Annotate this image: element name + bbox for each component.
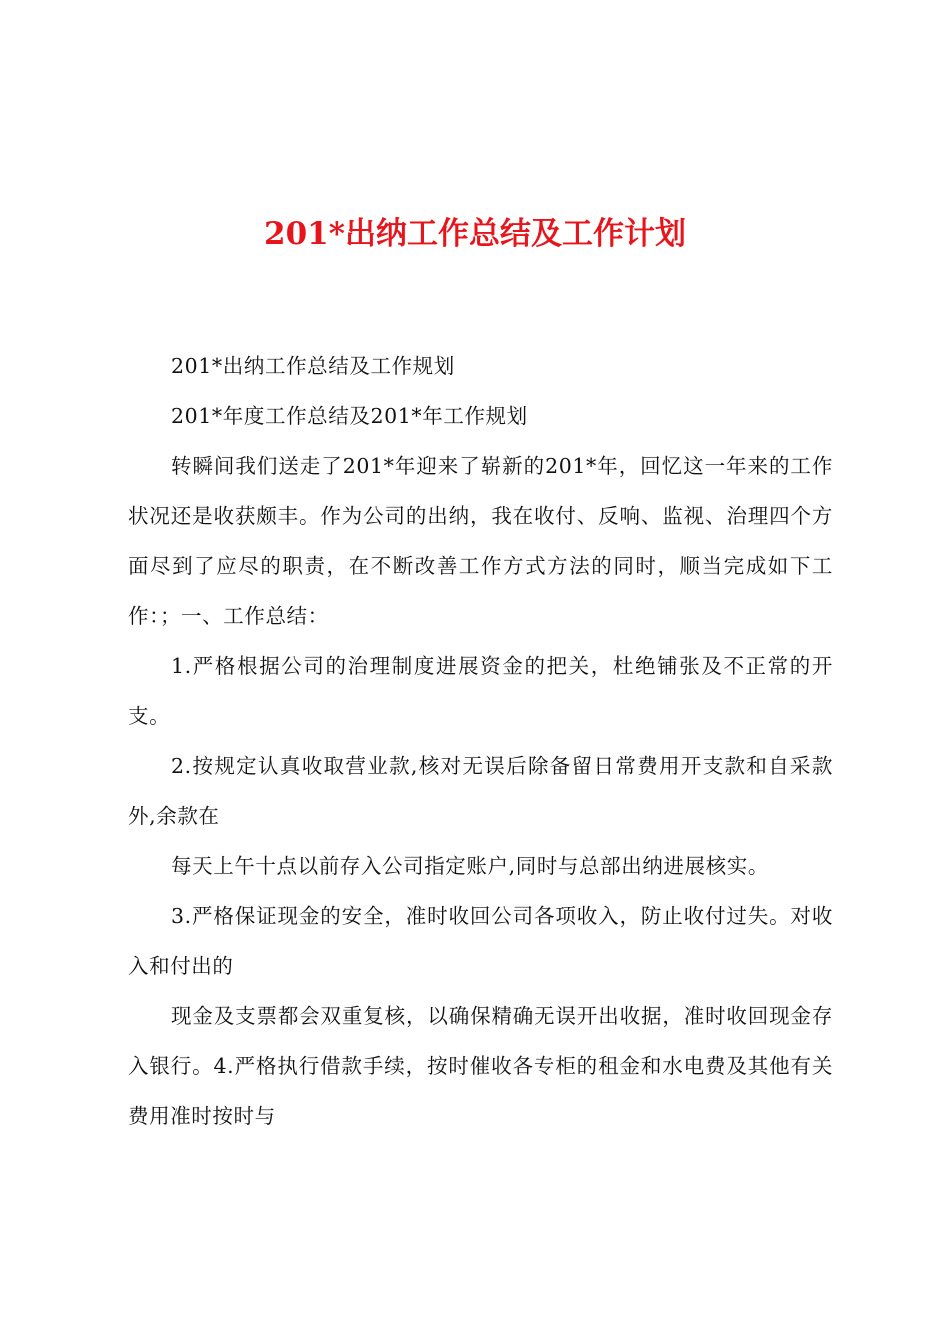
document-body (128, 341, 833, 1141)
paragraph: 转瞬间我们送走了201*年迎来了崭新的201*年，回忆这一年来的工作状况还是收获颇丰。作为公司的出纳，我在收付、反响、监视、治理四个方面尽到了应尽的职责，在不断改善工作方式方法的同时，顺当完成如下工作：；一、工作总结： (128, 454, 833, 628)
document-title: 201*出纳工作总结及工作计划 (264, 216, 686, 252)
paragraph: 2.按规定认真收取营业款,核对无误后除备留日常费用开支款和自采款外,余款在 (128, 754, 833, 828)
paragraph: 201*年度工作总结及201*年工作规划 (171, 404, 528, 428)
paragraph: 201*出纳工作总结及工作规划 (171, 354, 455, 378)
paragraph: 现金及支票都会双重复核，以确保精确无误开出收据，准时收回现金存入银行。4.严格执行借款手续，按时催收各专柜的租金和水电费及其他有关费用准时按时与 (128, 1004, 833, 1128)
paragraph: 3.严格保证现金的安全，准时收回公司各项收入，防止收付过失。对收入和付出的 (128, 904, 833, 978)
paragraph: 每天上午十点以前存入公司指定账户,同时与总部出纳进展核实。 (171, 854, 769, 878)
paragraph: 1.严格根据公司的治理制度进展资金的把关，杜绝铺张及不正常的开支。 (128, 654, 833, 728)
